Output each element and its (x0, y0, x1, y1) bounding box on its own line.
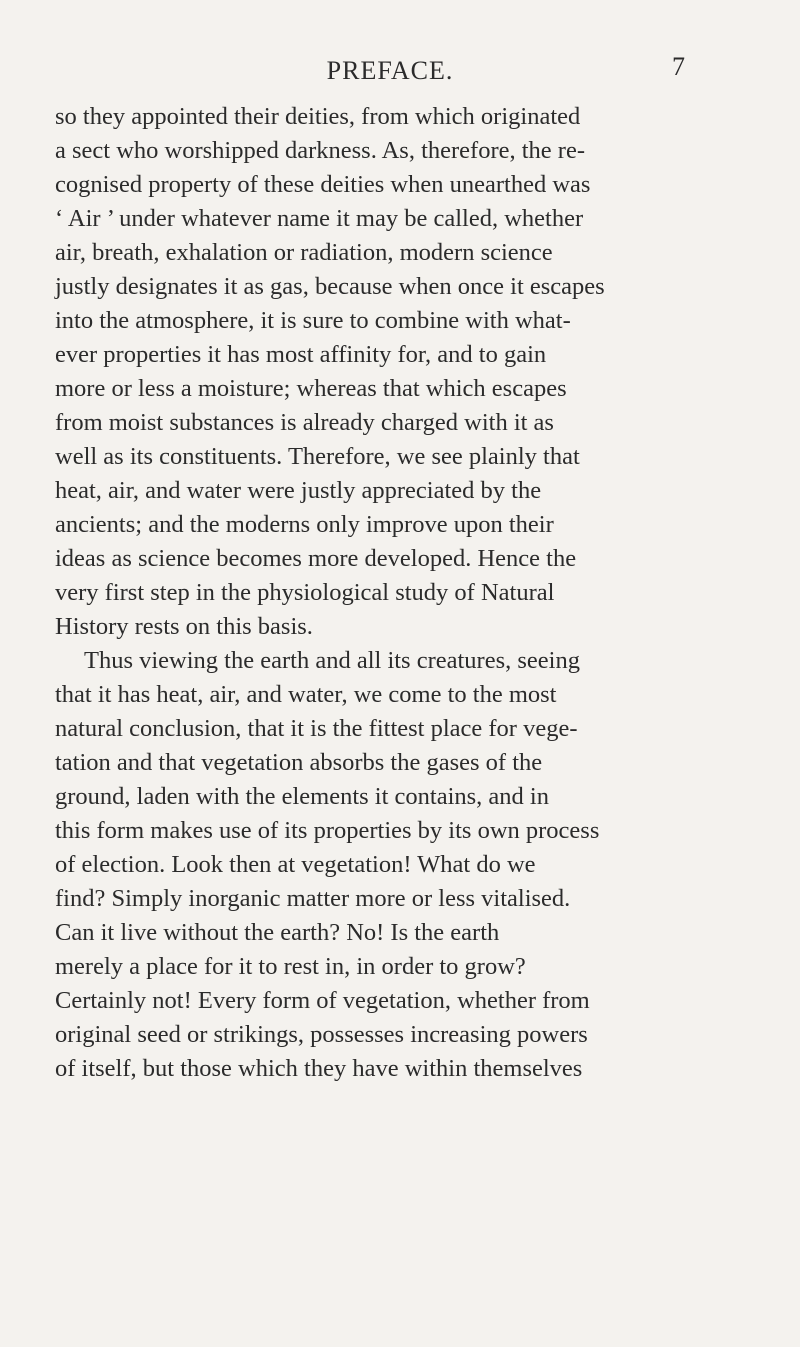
text-line: more or less a moisture; whereas that which escapes (55, 375, 567, 402)
text-line: into the atmosphere, it is sure to combine with what- (55, 307, 571, 334)
text-line: History rests on this basis. (55, 613, 313, 640)
text-line: natural conclusion, that it is the fittest place for vege- (55, 715, 578, 742)
text-line: ever properties it has most affinity for, and to gain (55, 341, 547, 368)
page-header (0, 52, 800, 96)
text-line: of election. Look then at vegetation! What do we (55, 851, 536, 878)
text-line: ideas as science becomes more developed. Hence the (55, 545, 577, 572)
text-line: cognised property of these deities when unearthed was (55, 171, 591, 198)
text-line: Certainly not! Every form of vegetation, whether from (55, 987, 590, 1014)
text-line: merely a place for it to rest in, in order to grow? (55, 953, 526, 980)
text-line: justly designates it as gas, because when once it escapes (55, 273, 605, 300)
text-line: ancients; and the moderns only improve upon their (55, 511, 554, 538)
text-line: find? Simply inorganic matter more or less vitalised. (55, 885, 571, 912)
page-number: 7 (672, 52, 685, 81)
text-line: air, breath, exhalation or radiation, modern science (55, 239, 553, 266)
running-title: PREFACE. (326, 56, 454, 85)
text-line: of itself, but those which they have within themselves (55, 1055, 583, 1082)
text-line: well as its constituents. Therefore, we see plainly that (55, 443, 580, 470)
text-line: that it has heat, air, and water, we come to the most (55, 681, 557, 708)
text-line: tation and that vegetation absorbs the gases of the (55, 749, 543, 776)
text-line: this form makes use of its properties by its own process (55, 817, 600, 844)
text-line: Thus viewing the earth and all its creatures, seeing (84, 647, 580, 674)
text-line: ground, laden with the elements it contains, and in (55, 783, 549, 810)
text-line: a sect who worshipped darkness. As, therefore, the re- (55, 137, 585, 164)
text-line: original seed or strikings, possesses increasing powers (55, 1021, 588, 1048)
text-line: so they appointed their deities, from which originated (55, 103, 581, 130)
text-line: very first step in the physiological study of Natural (55, 579, 555, 606)
text-line: Can it live without the earth? No! Is the earth (55, 919, 500, 946)
text-line: from moist substances is already charged with it as (55, 409, 554, 436)
text-line: heat, air, and water were justly appreciated by the (55, 477, 542, 504)
text-line: ‘ Air ’ under whatever name it may be called, whether (55, 205, 584, 232)
